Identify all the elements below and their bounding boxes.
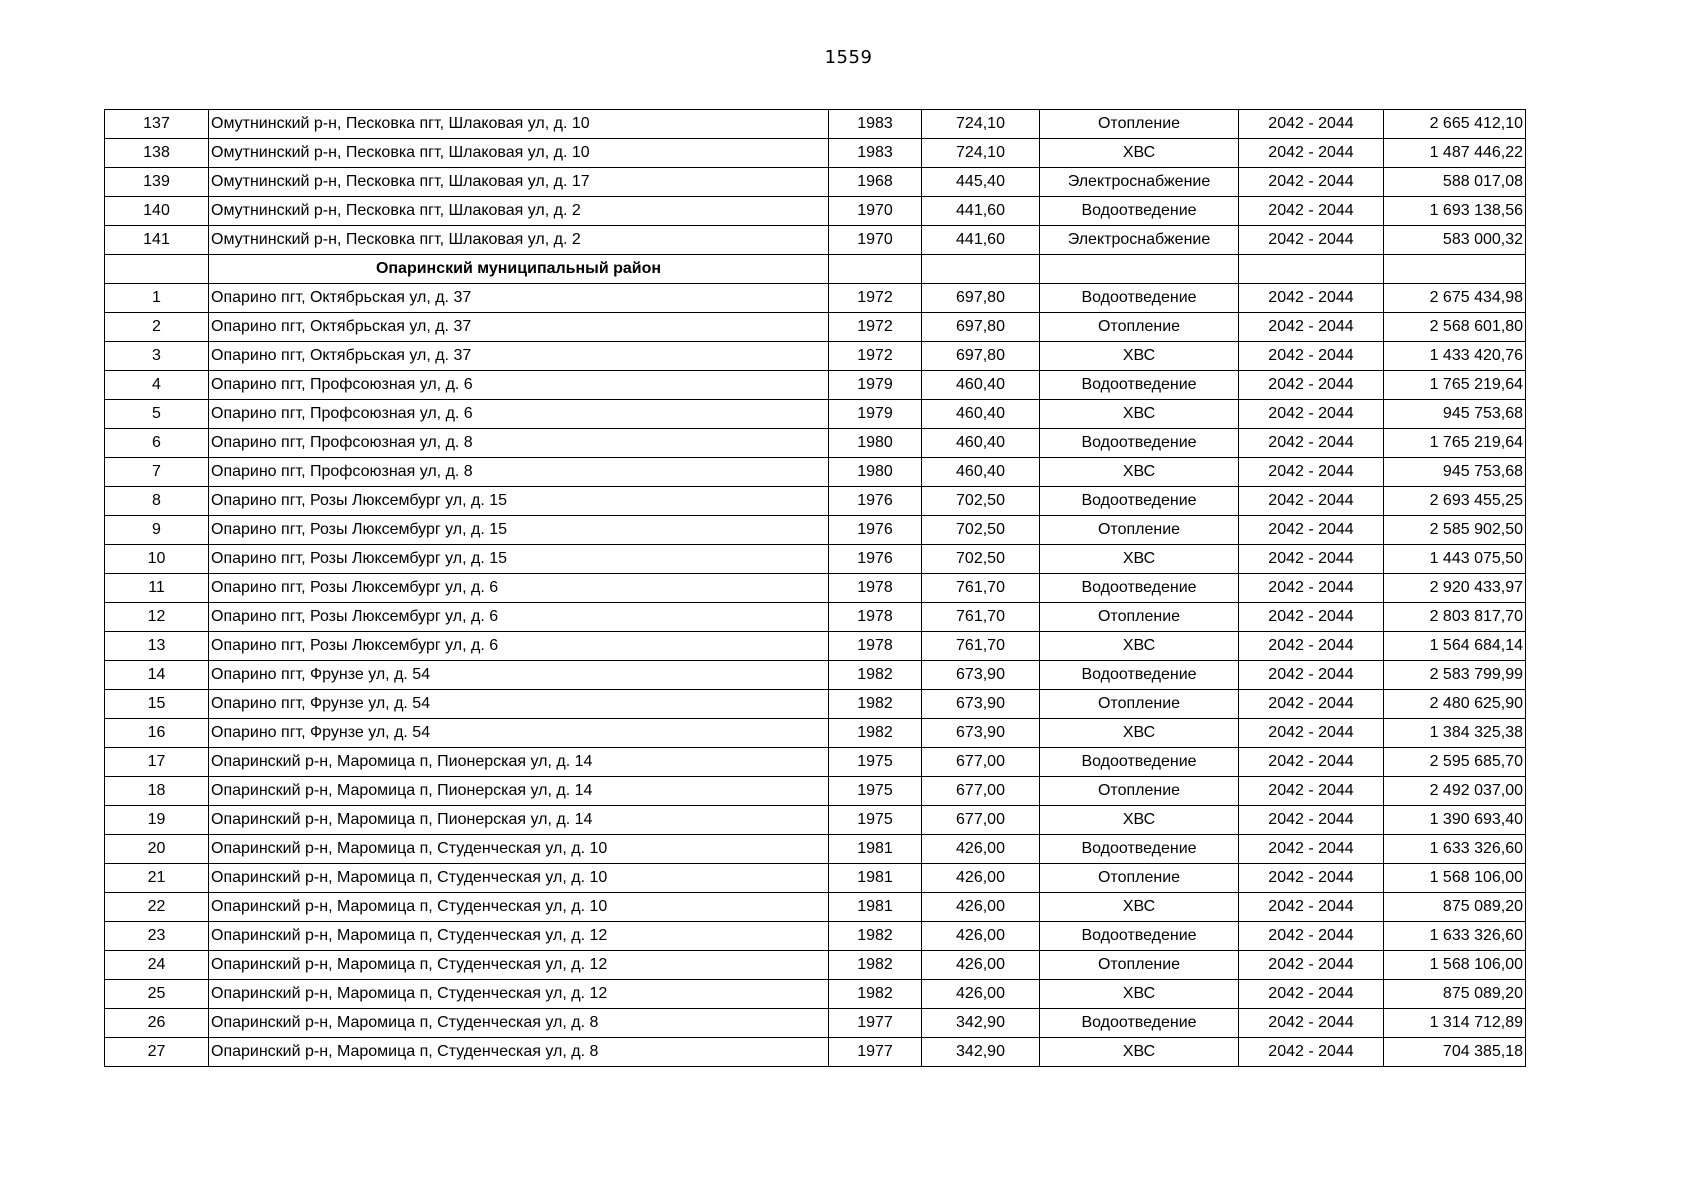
service-type-cell: ХВС xyxy=(1040,545,1239,574)
address-cell: Омутнинский р-н, Песковка пгт, Шлаковая ул, д. 10 xyxy=(209,110,829,139)
repair-period-cell: 2042 - 2044 xyxy=(1239,748,1384,777)
service-type-cell: Отопление xyxy=(1040,864,1239,893)
service-type-cell: ХВС xyxy=(1040,458,1239,487)
repair-period-cell: 2042 - 2044 xyxy=(1239,487,1384,516)
cost-cell: 2 583 799,99 xyxy=(1384,661,1526,690)
repair-period-cell: 2042 - 2044 xyxy=(1239,719,1384,748)
address-cell: Опарино пгт, Фрунзе ул, д. 54 xyxy=(209,690,829,719)
repair-period-cell: 2042 - 2044 xyxy=(1239,1038,1384,1067)
build-year-cell: 1982 xyxy=(829,661,922,690)
build-year-cell: 1979 xyxy=(829,400,922,429)
address-cell: Опарино пгт, Профсоюзная ул, д. 8 xyxy=(209,429,829,458)
row-number-cell: 8 xyxy=(105,487,209,516)
row-number-cell: 141 xyxy=(105,226,209,255)
build-year-cell: 1980 xyxy=(829,429,922,458)
address-cell: Опарино пгт, Розы Люксембург ул, д. 6 xyxy=(209,574,829,603)
address-cell: Опаринский р-н, Маромица п, Студенческая ул, д. 10 xyxy=(209,893,829,922)
area-cell: 702,50 xyxy=(922,545,1040,574)
service-type-cell: ХВС xyxy=(1040,806,1239,835)
address-cell: Опарино пгт, Розы Люксембург ул, д. 6 xyxy=(209,632,829,661)
table-row xyxy=(105,1038,1526,1067)
service-type-cell: Водоотведение xyxy=(1040,371,1239,400)
area-cell: 677,00 xyxy=(922,748,1040,777)
table-row xyxy=(105,690,1526,719)
table-row xyxy=(105,893,1526,922)
address-cell: Опаринский р-н, Маромица п, Студенческая ул, д. 8 xyxy=(209,1009,829,1038)
cost-cell: 2 803 817,70 xyxy=(1384,603,1526,632)
row-number-cell: 13 xyxy=(105,632,209,661)
table-row xyxy=(105,835,1526,864)
cost-cell: 1 633 326,60 xyxy=(1384,835,1526,864)
address-cell: Опарино пгт, Октябрьская ул, д. 37 xyxy=(209,313,829,342)
service-type-cell: Водоотведение xyxy=(1040,197,1239,226)
repair-period-cell: 2042 - 2044 xyxy=(1239,545,1384,574)
build-year-cell: 1982 xyxy=(829,690,922,719)
repair-period-cell: 2042 - 2044 xyxy=(1239,951,1384,980)
build-year-cell: 1977 xyxy=(829,1009,922,1038)
service-type-cell: Водоотведение xyxy=(1040,487,1239,516)
row-number-cell: 19 xyxy=(105,806,209,835)
address-cell: Опаринский р-н, Маромица п, Студенческая ул, д. 10 xyxy=(209,835,829,864)
row-number-cell: 139 xyxy=(105,168,209,197)
area-cell: 724,10 xyxy=(922,139,1040,168)
repair-period-cell: 2042 - 2044 xyxy=(1239,197,1384,226)
build-year-cell: 1979 xyxy=(829,371,922,400)
build-year-cell: 1981 xyxy=(829,835,922,864)
repair-period-cell: 2042 - 2044 xyxy=(1239,980,1384,1009)
row-number-cell: 16 xyxy=(105,719,209,748)
cost-cell: 875 089,20 xyxy=(1384,980,1526,1009)
service-type-cell: Отопление xyxy=(1040,777,1239,806)
repair-period-cell: 2042 - 2044 xyxy=(1239,313,1384,342)
table-row xyxy=(105,951,1526,980)
service-type-cell: ХВС xyxy=(1040,1038,1239,1067)
address-cell: Омутнинский р-н, Песковка пгт, Шлаковая ул, д. 17 xyxy=(209,168,829,197)
area-cell: 426,00 xyxy=(922,893,1040,922)
area-cell: 342,90 xyxy=(922,1038,1040,1067)
table-row xyxy=(105,429,1526,458)
build-year-cell: 1975 xyxy=(829,777,922,806)
page-number: 1559 xyxy=(824,47,873,68)
section-header-row xyxy=(105,255,1526,284)
service-type-cell: Электроснабжение xyxy=(1040,226,1239,255)
cost-cell: 945 753,68 xyxy=(1384,458,1526,487)
row-number-cell: 138 xyxy=(105,139,209,168)
cost-cell: 1 390 693,40 xyxy=(1384,806,1526,835)
row-number-cell: 23 xyxy=(105,922,209,951)
area-cell: 702,50 xyxy=(922,487,1040,516)
address-cell: Опаринский р-н, Маромица п, Пионерская ул, д. 14 xyxy=(209,777,829,806)
cost-cell: 1 443 075,50 xyxy=(1384,545,1526,574)
address-cell: Опарино пгт, Октябрьская ул, д. 37 xyxy=(209,284,829,313)
table-row xyxy=(105,313,1526,342)
area-cell: 460,40 xyxy=(922,458,1040,487)
cost-cell: 1 487 446,22 xyxy=(1384,139,1526,168)
service-type-cell: ХВС xyxy=(1040,342,1239,371)
cost-cell: 1 633 326,60 xyxy=(1384,922,1526,951)
build-year-cell: 1976 xyxy=(829,545,922,574)
table-row xyxy=(105,284,1526,313)
build-year-cell: 1968 xyxy=(829,168,922,197)
table-row xyxy=(105,458,1526,487)
area-cell: 697,80 xyxy=(922,342,1040,371)
build-year-cell: 1980 xyxy=(829,458,922,487)
area-cell: 761,70 xyxy=(922,632,1040,661)
build-year-cell: 1976 xyxy=(829,487,922,516)
table-row xyxy=(105,980,1526,1009)
service-type-cell: ХВС xyxy=(1040,632,1239,661)
cost-cell: 1 765 219,64 xyxy=(1384,429,1526,458)
table-row xyxy=(105,748,1526,777)
build-year-cell: 1975 xyxy=(829,748,922,777)
area-cell: 426,00 xyxy=(922,835,1040,864)
row-number-cell: 15 xyxy=(105,690,209,719)
build-year-cell: 1978 xyxy=(829,632,922,661)
cost-cell: 2 480 625,90 xyxy=(1384,690,1526,719)
area-cell: 426,00 xyxy=(922,864,1040,893)
repair-period-cell: 2042 - 2044 xyxy=(1239,226,1384,255)
cost-cell: 588 017,08 xyxy=(1384,168,1526,197)
cost-cell: 1 314 712,89 xyxy=(1384,1009,1526,1038)
build-year-cell: 1970 xyxy=(829,197,922,226)
service-type-cell: Водоотведение xyxy=(1040,748,1239,777)
build-year-cell: 1982 xyxy=(829,980,922,1009)
build-year-cell: 1972 xyxy=(829,342,922,371)
area-cell: 460,40 xyxy=(922,400,1040,429)
area-cell: 426,00 xyxy=(922,951,1040,980)
address-cell: Опарино пгт, Розы Люксембург ул, д. 15 xyxy=(209,516,829,545)
repair-period-cell: 2042 - 2044 xyxy=(1239,168,1384,197)
repair-period-cell: 2042 - 2044 xyxy=(1239,806,1384,835)
service-type-cell: Отопление xyxy=(1040,313,1239,342)
service-type-cell: Водоотведение xyxy=(1040,661,1239,690)
table-row xyxy=(105,226,1526,255)
build-year-cell: 1982 xyxy=(829,951,922,980)
table-row xyxy=(105,864,1526,893)
area-cell: 761,70 xyxy=(922,603,1040,632)
cost-cell: 1 568 106,00 xyxy=(1384,864,1526,893)
row-number-cell: 20 xyxy=(105,835,209,864)
build-year-cell: 1972 xyxy=(829,313,922,342)
table-row xyxy=(105,371,1526,400)
repair-period-cell: 2042 - 2044 xyxy=(1239,661,1384,690)
row-number-cell: 11 xyxy=(105,574,209,603)
table-body xyxy=(105,110,1526,1067)
area-cell: 724,10 xyxy=(922,110,1040,139)
table-row xyxy=(105,168,1526,197)
row-number-cell: 2 xyxy=(105,313,209,342)
row-number-cell: 10 xyxy=(105,545,209,574)
empty-cell xyxy=(1040,255,1239,284)
cost-cell: 1 765 219,64 xyxy=(1384,371,1526,400)
area-cell: 445,40 xyxy=(922,168,1040,197)
row-number-cell: 12 xyxy=(105,603,209,632)
empty-cell xyxy=(922,255,1040,284)
row-number-cell: 5 xyxy=(105,400,209,429)
repair-period-cell: 2042 - 2044 xyxy=(1239,777,1384,806)
row-number-cell: 4 xyxy=(105,371,209,400)
build-year-cell: 1982 xyxy=(829,719,922,748)
repair-period-cell: 2042 - 2044 xyxy=(1239,1009,1384,1038)
build-year-cell: 1982 xyxy=(829,922,922,951)
service-type-cell: Отопление xyxy=(1040,110,1239,139)
repair-period-cell: 2042 - 2044 xyxy=(1239,690,1384,719)
area-cell: 426,00 xyxy=(922,980,1040,1009)
repair-period-cell: 2042 - 2044 xyxy=(1239,516,1384,545)
service-type-cell: Отопление xyxy=(1040,690,1239,719)
build-year-cell: 1972 xyxy=(829,284,922,313)
address-cell: Опаринский р-н, Маромица п, Пионерская ул, д. 14 xyxy=(209,748,829,777)
service-type-cell: Отопление xyxy=(1040,603,1239,632)
table-row xyxy=(105,922,1526,951)
address-cell: Опарино пгт, Розы Люксембург ул, д. 15 xyxy=(209,487,829,516)
service-type-cell: Отопление xyxy=(1040,516,1239,545)
row-number-cell: 9 xyxy=(105,516,209,545)
table-row xyxy=(105,545,1526,574)
area-cell: 441,60 xyxy=(922,226,1040,255)
section-title: Опаринский муниципальный район xyxy=(209,255,829,284)
repair-period-cell: 2042 - 2044 xyxy=(1239,371,1384,400)
cost-cell: 945 753,68 xyxy=(1384,400,1526,429)
row-number-cell: 27 xyxy=(105,1038,209,1067)
build-year-cell: 1981 xyxy=(829,893,922,922)
cost-cell: 704 385,18 xyxy=(1384,1038,1526,1067)
area-cell: 342,90 xyxy=(922,1009,1040,1038)
area-cell: 677,00 xyxy=(922,806,1040,835)
row-number-cell: 3 xyxy=(105,342,209,371)
area-cell: 761,70 xyxy=(922,574,1040,603)
repair-period-cell: 2042 - 2044 xyxy=(1239,429,1384,458)
repair-period-cell: 2042 - 2044 xyxy=(1239,835,1384,864)
row-number-cell: 18 xyxy=(105,777,209,806)
empty-cell xyxy=(105,255,209,284)
build-year-cell: 1981 xyxy=(829,864,922,893)
address-cell: Опарино пгт, Фрунзе ул, д. 54 xyxy=(209,719,829,748)
area-cell: 673,90 xyxy=(922,690,1040,719)
area-cell: 460,40 xyxy=(922,371,1040,400)
service-type-cell: Водоотведение xyxy=(1040,429,1239,458)
area-cell: 673,90 xyxy=(922,719,1040,748)
cost-cell: 2 585 902,50 xyxy=(1384,516,1526,545)
row-number-cell: 14 xyxy=(105,661,209,690)
address-cell: Опарино пгт, Фрунзе ул, д. 54 xyxy=(209,661,829,690)
build-year-cell: 1983 xyxy=(829,110,922,139)
service-type-cell: ХВС xyxy=(1040,139,1239,168)
service-type-cell: Водоотведение xyxy=(1040,284,1239,313)
repair-period-cell: 2042 - 2044 xyxy=(1239,574,1384,603)
row-number-cell: 1 xyxy=(105,284,209,313)
table-row xyxy=(105,661,1526,690)
repair-period-cell: 2042 - 2044 xyxy=(1239,139,1384,168)
row-number-cell: 17 xyxy=(105,748,209,777)
area-cell: 697,80 xyxy=(922,313,1040,342)
service-type-cell: ХВС xyxy=(1040,893,1239,922)
address-cell: Опарино пгт, Профсоюзная ул, д. 8 xyxy=(209,458,829,487)
table-row xyxy=(105,110,1526,139)
row-number-cell: 6 xyxy=(105,429,209,458)
area-cell: 677,00 xyxy=(922,777,1040,806)
address-cell: Опарино пгт, Профсоюзная ул, д. 6 xyxy=(209,400,829,429)
row-number-cell: 26 xyxy=(105,1009,209,1038)
row-number-cell: 140 xyxy=(105,197,209,226)
area-cell: 426,00 xyxy=(922,922,1040,951)
table-row xyxy=(105,603,1526,632)
build-year-cell: 1975 xyxy=(829,806,922,835)
table-row xyxy=(105,777,1526,806)
cost-cell: 2 693 455,25 xyxy=(1384,487,1526,516)
repair-period-cell: 2042 - 2044 xyxy=(1239,922,1384,951)
cost-cell: 2 920 433,97 xyxy=(1384,574,1526,603)
row-number-cell: 25 xyxy=(105,980,209,1009)
cost-cell: 2 665 412,10 xyxy=(1384,110,1526,139)
empty-cell xyxy=(1239,255,1384,284)
repair-schedule-table xyxy=(104,109,1526,1067)
table-row xyxy=(105,197,1526,226)
table-row xyxy=(105,139,1526,168)
service-type-cell: Водоотведение xyxy=(1040,574,1239,603)
address-cell: Опарино пгт, Профсоюзная ул, д. 6 xyxy=(209,371,829,400)
repair-period-cell: 2042 - 2044 xyxy=(1239,400,1384,429)
row-number-cell: 21 xyxy=(105,864,209,893)
table-row xyxy=(105,342,1526,371)
address-cell: Опаринский р-н, Маромица п, Студенческая ул, д. 8 xyxy=(209,1038,829,1067)
repair-period-cell: 2042 - 2044 xyxy=(1239,603,1384,632)
area-cell: 673,90 xyxy=(922,661,1040,690)
service-type-cell: ХВС xyxy=(1040,980,1239,1009)
table-row xyxy=(105,574,1526,603)
table-row xyxy=(105,632,1526,661)
build-year-cell: 1978 xyxy=(829,574,922,603)
table-row xyxy=(105,1009,1526,1038)
repair-period-cell: 2042 - 2044 xyxy=(1239,110,1384,139)
build-year-cell: 1977 xyxy=(829,1038,922,1067)
table-row xyxy=(105,400,1526,429)
address-cell: Опарино пгт, Розы Люксембург ул, д. 6 xyxy=(209,603,829,632)
cost-cell: 2 568 601,80 xyxy=(1384,313,1526,342)
cost-cell: 1 564 684,14 xyxy=(1384,632,1526,661)
cost-cell: 583 000,32 xyxy=(1384,226,1526,255)
area-cell: 460,40 xyxy=(922,429,1040,458)
repair-period-cell: 2042 - 2044 xyxy=(1239,864,1384,893)
area-cell: 441,60 xyxy=(922,197,1040,226)
cost-cell: 2 675 434,98 xyxy=(1384,284,1526,313)
service-type-cell: Водоотведение xyxy=(1040,1009,1239,1038)
cost-cell: 1 693 138,56 xyxy=(1384,197,1526,226)
cost-cell: 2 595 685,70 xyxy=(1384,748,1526,777)
table-row xyxy=(105,806,1526,835)
area-cell: 697,80 xyxy=(922,284,1040,313)
repair-period-cell: 2042 - 2044 xyxy=(1239,284,1384,313)
service-type-cell: Водоотведение xyxy=(1040,922,1239,951)
service-type-cell: ХВС xyxy=(1040,719,1239,748)
empty-cell xyxy=(829,255,922,284)
address-cell: Омутнинский р-н, Песковка пгт, Шлаковая ул, д. 2 xyxy=(209,197,829,226)
address-cell: Опарино пгт, Розы Люксембург ул, д. 15 xyxy=(209,545,829,574)
repair-period-cell: 2042 - 2044 xyxy=(1239,458,1384,487)
build-year-cell: 1970 xyxy=(829,226,922,255)
repair-period-cell: 2042 - 2044 xyxy=(1239,632,1384,661)
address-cell: Опаринский р-н, Маромица п, Пионерская ул, д. 14 xyxy=(209,806,829,835)
service-type-cell: Отопление xyxy=(1040,951,1239,980)
cost-cell: 1 433 420,76 xyxy=(1384,342,1526,371)
address-cell: Опаринский р-н, Маромица п, Студенческая ул, д. 12 xyxy=(209,951,829,980)
repair-period-cell: 2042 - 2044 xyxy=(1239,893,1384,922)
row-number-cell: 24 xyxy=(105,951,209,980)
build-year-cell: 1978 xyxy=(829,603,922,632)
address-cell: Опаринский р-н, Маромица п, Студенческая ул, д. 12 xyxy=(209,922,829,951)
cost-cell: 875 089,20 xyxy=(1384,893,1526,922)
address-cell: Омутнинский р-н, Песковка пгт, Шлаковая ул, д. 2 xyxy=(209,226,829,255)
table-row xyxy=(105,516,1526,545)
service-type-cell: Электроснабжение xyxy=(1040,168,1239,197)
build-year-cell: 1976 xyxy=(829,516,922,545)
empty-cell xyxy=(1384,255,1526,284)
cost-cell: 1 568 106,00 xyxy=(1384,951,1526,980)
service-type-cell: ХВС xyxy=(1040,400,1239,429)
row-number-cell: 7 xyxy=(105,458,209,487)
address-cell: Опаринский р-н, Маромица п, Студенческая ул, д. 12 xyxy=(209,980,829,1009)
address-cell: Опарино пгт, Октябрьская ул, д. 37 xyxy=(209,342,829,371)
area-cell: 702,50 xyxy=(922,516,1040,545)
cost-cell: 2 492 037,00 xyxy=(1384,777,1526,806)
row-number-cell: 137 xyxy=(105,110,209,139)
build-year-cell: 1983 xyxy=(829,139,922,168)
cost-cell: 1 384 325,38 xyxy=(1384,719,1526,748)
service-type-cell: Водоотведение xyxy=(1040,835,1239,864)
repair-period-cell: 2042 - 2044 xyxy=(1239,342,1384,371)
row-number-cell: 22 xyxy=(105,893,209,922)
address-cell: Омутнинский р-н, Песковка пгт, Шлаковая ул, д. 10 xyxy=(209,139,829,168)
address-cell: Опаринский р-н, Маромица п, Студенческая ул, д. 10 xyxy=(209,864,829,893)
table-row xyxy=(105,719,1526,748)
table-row xyxy=(105,487,1526,516)
